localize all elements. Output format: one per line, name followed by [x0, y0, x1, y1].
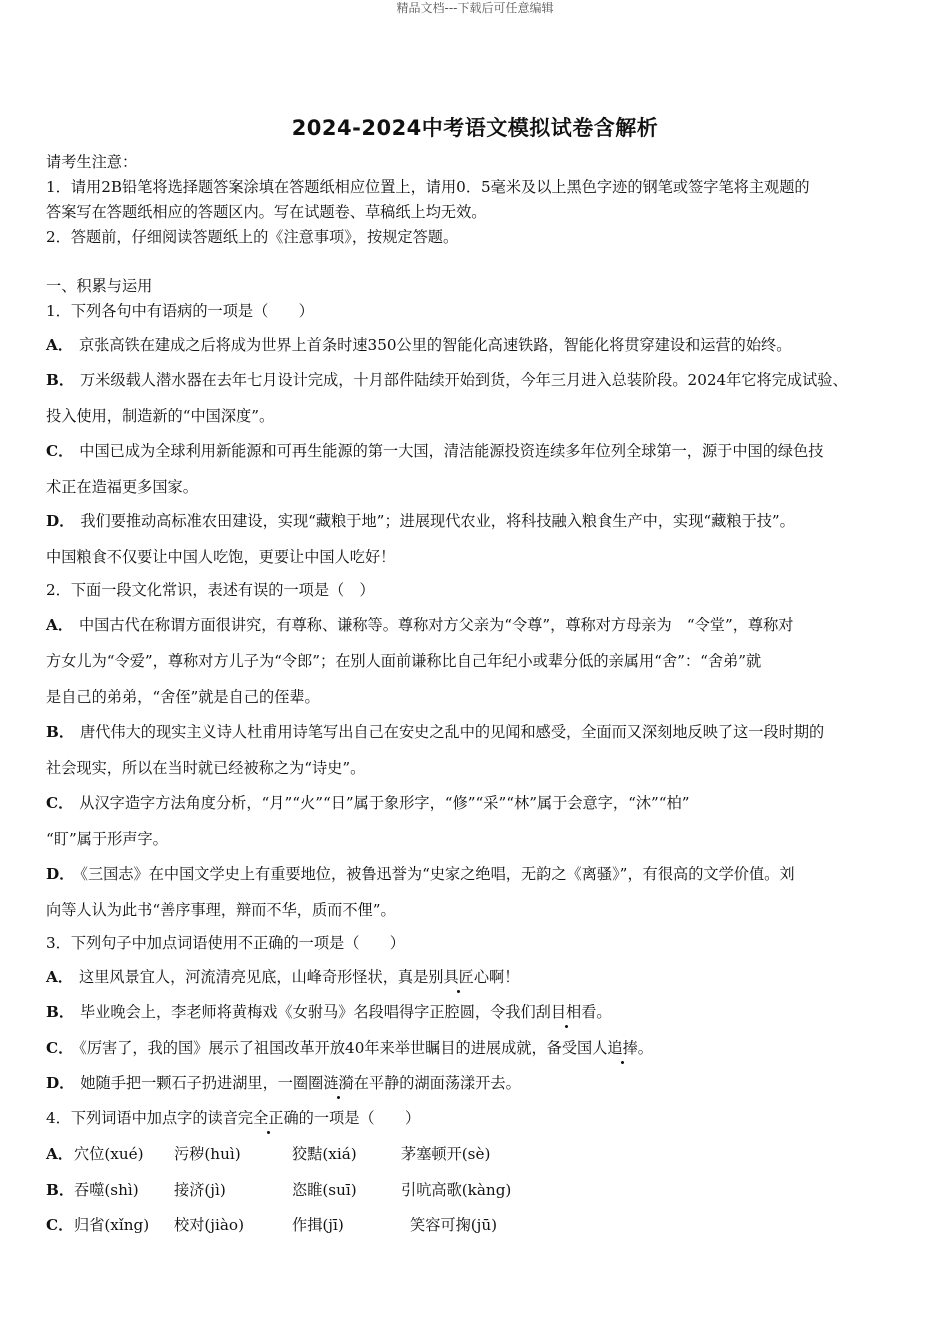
question-1-option-c-continued: 术正在造福更多国家。: [46, 478, 198, 496]
dotted-phrase: 涟漪: [323, 1074, 354, 1092]
dotted-phrase: 追捧: [607, 1039, 638, 1057]
question-4-option-b: [46, 1180, 906, 1200]
question-1-option-b: [46, 370, 848, 390]
dotted-phrase: 完全正确: [237, 1109, 299, 1127]
pinyin-item: 笑容可掬(jū): [410, 1216, 498, 1234]
question-3-option-c: [46, 1038, 653, 1058]
option-text: 京张高铁在建成之后将成为世界上首条时速350公里的智能化高速铁路，智能化将贯穿建设和运营的始终。: [78, 336, 792, 354]
notice-item-1-line-1: 1．请用2B铅笔将选择题答案涂填在答题纸相应位置上，请用0．5毫米及以上黑色字迹的钢笔或签字笔将主观题的: [46, 178, 810, 196]
pinyin-item: 狡黠(xiá): [292, 1145, 357, 1163]
option-text: 中国古代在称谓方面很讲究，有尊称、谦称等。尊称对方父亲为“令尊”，尊称对方母亲为 “令堂”，尊称对: [78, 616, 794, 634]
question-2-option-b-continued: 社会现实，所以在当时就已经被称之为“诗史”。: [46, 759, 366, 777]
question-1-stem: 1．下列各句中有语病的一项是（ ）: [46, 302, 314, 320]
notice-heading: 请考生注意：: [46, 153, 138, 171]
section-heading: 一、积累与运用: [46, 277, 153, 295]
pinyin-item: 引吭高歌(kàng): [401, 1181, 512, 1199]
option-text-end: 啊！: [489, 968, 520, 986]
question-4-option-c: [46, 1215, 906, 1235]
page-header-note: 精品文档---下载后可任意编辑: [396, 1, 554, 15]
question-2-option-a-continued-1: 方女儿为“令爱”，尊称对方儿子为“令郎”；在别人面前谦称比自己年纪小或辈分低的亲属用“舍”：“舍弟”就: [46, 652, 762, 670]
question-1-option-a: [46, 335, 791, 355]
option-text-end: 。: [596, 1003, 612, 1021]
pinyin-item: 作揖(jī): [292, 1216, 344, 1234]
option-label: C．: [46, 794, 74, 812]
option-label: A．: [46, 968, 73, 986]
question-2-option-a: [46, 615, 793, 635]
stem-text-end: 的一项是（ ）: [298, 1109, 421, 1127]
option-text: 《三国志》在中国文学史上有重要地位，被鲁迅誉为“史家之绝唱，无韵之《离骚》”，有很高的文学价值。刘: [80, 865, 795, 883]
option-text: 从汉字造字方法角度分析，“月”“火”“日”属于象形字，“修”“采”“林”属于会意字，“沐”“柏”: [79, 794, 690, 812]
question-2-option-d: [46, 864, 795, 884]
option-text: 《厉害了，我的国》展示了祖国改革开放40年来举世瞩目的进展成就，备受国人: [79, 1039, 608, 1057]
option-text: 中国已成为全球利用新能源和可再生能源的第一大国，清洁能源投资连续多年位列全球第一，源于中国的绿色技: [79, 442, 824, 460]
question-2-option-b: [46, 722, 824, 742]
option-label: B．: [46, 1181, 75, 1199]
option-label: A．: [46, 336, 73, 354]
stem-text: 4．下列词语中加点字的读音: [46, 1109, 238, 1127]
option-label: D．: [46, 1074, 75, 1092]
pinyin-item: 穴位(xué): [74, 1145, 144, 1163]
question-2-stem: 2．下面一段文化常识，表述有误的一项是（ ）: [46, 581, 375, 599]
option-text: 她随手把一颗石子扔进湖里，一圈圈: [80, 1074, 324, 1092]
question-1-option-c: [46, 441, 823, 461]
option-label: B．: [46, 371, 75, 389]
option-label: C．: [46, 442, 74, 460]
question-2-option-c-continued: “盯”属于形声字。: [46, 830, 168, 848]
option-text: 毕业晚会上，李老师将黄梅戏《女驸马》名段唱得字正腔圆，令我们: [80, 1003, 536, 1021]
option-text: 这里风景宜人，河流清亮见底，山峰奇形怪状，真是: [78, 968, 429, 986]
question-4-option-a: [46, 1144, 906, 1164]
question-3-option-b: [46, 1002, 612, 1022]
pinyin-item: 吞噬(shì): [74, 1181, 139, 1199]
question-3-option-a: [46, 967, 519, 987]
option-text-end: 。: [637, 1039, 653, 1057]
dotted-phrase: 刮目相看: [535, 1003, 597, 1021]
pinyin-item: 校对(jiào): [174, 1216, 244, 1234]
option-label: B．: [46, 723, 75, 741]
question-1-option-d-continued: 中国粮食不仅要让中国人吃饱，更要让中国人吃好！: [46, 548, 396, 566]
question-3-stem: 3．下列句子中加点词语使用不正确的一项是（ ）: [46, 934, 405, 952]
option-label: A．: [46, 1145, 73, 1163]
pinyin-item: 归省(xǐng): [74, 1216, 150, 1234]
option-label: C．: [46, 1039, 74, 1057]
option-text: 万米级载人潜水器在去年七月设计完成，十月部件陆续开始到货，今年三月进入总装阶段。2024年它将完成试验、: [80, 371, 848, 389]
option-label: A．: [46, 616, 73, 634]
question-3-option-d: [46, 1073, 521, 1093]
question-2-option-c: [46, 793, 690, 813]
option-text: 唐代伟大的现实主义诗人杜甫用诗笔写出自己在安史之乱中的见闻和感受，全面而又深刻地反映了这一段时期的: [80, 723, 825, 741]
option-label: D．: [46, 865, 75, 883]
pinyin-item: 茅塞顿开(sè): [401, 1145, 491, 1163]
notice-item-1-line-2: 答案写在答题纸相应的答题区内。写在试题卷、草稿纸上均无效。: [46, 203, 487, 221]
question-1-option-b-continued: 投入使用，制造新的“中国深度”。: [46, 407, 275, 425]
pinyin-item: 污秽(huì): [174, 1145, 241, 1163]
option-label: D．: [46, 512, 75, 530]
question-2-option-a-continued-2: 是自己的弟弟，“舍侄”就是自己的侄辈。: [46, 688, 320, 706]
option-label: B．: [46, 1003, 75, 1021]
option-label: C．: [46, 1216, 74, 1234]
option-text: 我们要推动高标准农田建设，实现“藏粮于地”；进展现代农业，将科技融入粮食生产中，实现“藏粮于技”。: [80, 512, 795, 530]
pinyin-item: 恣睢(suī): [292, 1181, 357, 1199]
pinyin-item: 接济(jì): [174, 1181, 226, 1199]
question-1-option-d: [46, 511, 795, 531]
question-2-option-d-continued: 向等人认为此书“善序事理，辩而不华，质而不俚”。: [46, 901, 396, 919]
dotted-phrase: 别具匠心: [428, 968, 490, 986]
document-title: 2024-2024中考语文模拟试卷含解析: [291, 116, 659, 140]
notice-item-2: 2．答题前，仔细阅读答题纸上的《注意事项》，按规定答题。: [46, 228, 459, 246]
option-text-end: 在平静的湖面荡漾开去。: [353, 1074, 521, 1092]
question-4-stem: [46, 1108, 420, 1128]
